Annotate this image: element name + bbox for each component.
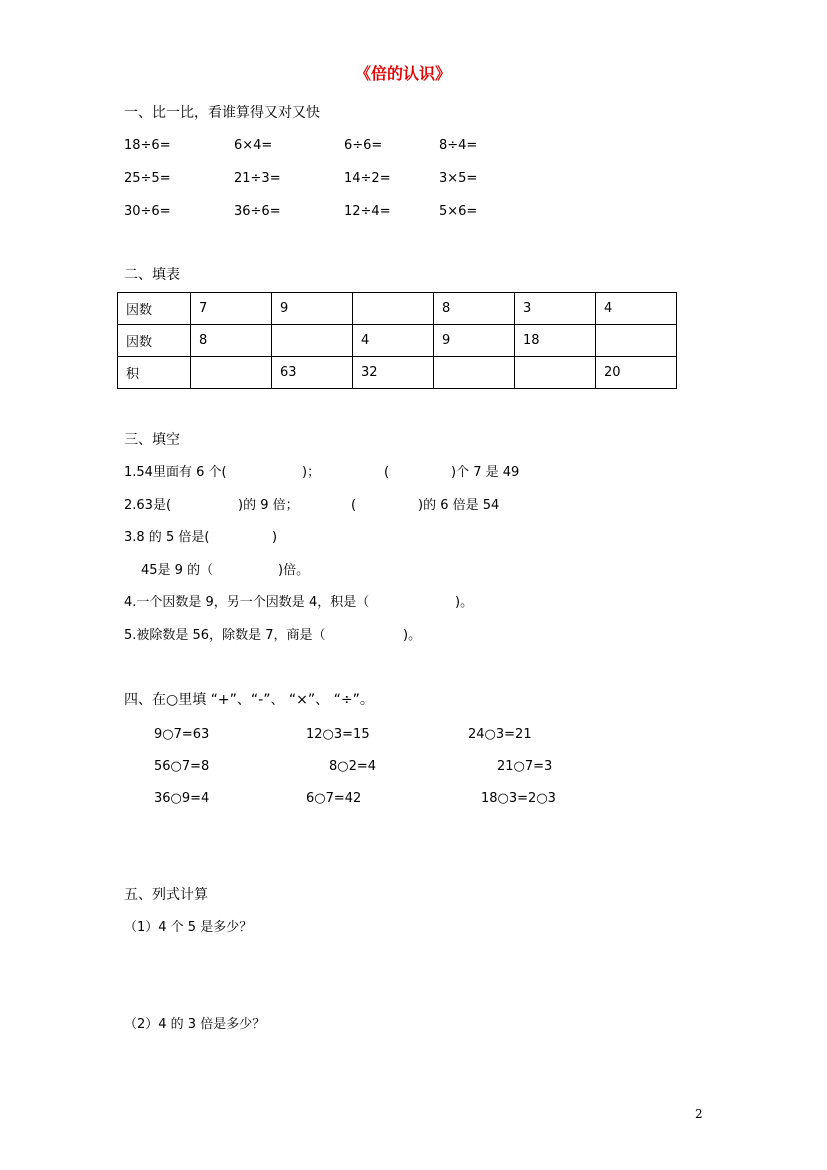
exercise-item: 30÷6= — [124, 204, 171, 219]
table-cell: 32 — [353, 357, 434, 389]
table-cell[interactable] — [515, 357, 596, 389]
q1-text-a: 1.54里面有 6 个( — [124, 465, 227, 480]
operator-item: 12○3=15 — [306, 727, 370, 742]
table-cell: 9 — [272, 293, 353, 325]
page-number: 2 — [695, 1107, 703, 1121]
operator-item: 36○9=4 — [154, 791, 210, 806]
table-cell: 20 — [596, 357, 677, 389]
q3-text-b: ) — [272, 530, 278, 545]
exercise-item: 8÷4= — [439, 138, 478, 153]
q1-text-b: )； — [302, 465, 321, 480]
operator-item: 21○7=3 — [497, 759, 553, 774]
q2-text-c: ( — [351, 498, 357, 513]
table-cell[interactable] — [596, 325, 677, 357]
table-cell: 3 — [515, 293, 596, 325]
table-cell[interactable] — [353, 293, 434, 325]
q3-text-c: 45是 9 的（ — [141, 563, 214, 578]
page-title: 《倍的认识》 — [355, 64, 452, 83]
operator-item: 8○2=4 — [329, 759, 377, 774]
q4-text-b: )。 — [455, 595, 474, 610]
table-cell: 因数 — [118, 293, 191, 325]
operator-item: 6○7=42 — [306, 791, 362, 806]
exercise-item: 14÷2= — [344, 171, 391, 186]
table-cell: 4 — [596, 293, 677, 325]
exercise-item: 21÷3= — [234, 171, 281, 186]
q1-text-d: )个 7 是 49 — [451, 465, 520, 480]
operator-item: 18○3=2○3 — [481, 791, 556, 806]
fill-table — [117, 292, 677, 389]
q5-text-a: 5.被除数是 56，除数是 7，商是（ — [124, 628, 326, 643]
exercise-item: 25÷5= — [124, 171, 171, 186]
section2-heading: 二、填表 — [124, 267, 180, 283]
exercise-item: 3×5= — [439, 171, 478, 186]
exercise-item: 18÷6= — [124, 138, 171, 153]
q2-text-b: )的 9 倍； — [238, 498, 299, 513]
table-cell: 18 — [515, 325, 596, 357]
exercise-item: 36÷6= — [234, 204, 281, 219]
q5-text-b: )。 — [403, 628, 422, 643]
table-cell: 8 — [191, 325, 272, 357]
table-cell: 积 — [118, 357, 191, 389]
table-row — [118, 325, 677, 357]
q2-text-a: 2.63是( — [124, 498, 172, 513]
section5-question-2: （2）4 的 3 倍是多少？ — [124, 1017, 266, 1032]
table-cell[interactable] — [434, 357, 515, 389]
table-cell[interactable] — [272, 325, 353, 357]
table-cell: 因数 — [118, 325, 191, 357]
table-row — [118, 357, 677, 389]
table-cell: 7 — [191, 293, 272, 325]
exercise-item: 5×6= — [439, 204, 478, 219]
section3-heading: 三、填空 — [124, 432, 180, 448]
section4-heading: 四、在○里填 “+”、“-”、 “×”、 “÷”。 — [124, 692, 374, 708]
table-cell[interactable] — [191, 357, 272, 389]
exercise-item: 6÷6= — [344, 138, 383, 153]
q3-text-d: )倍。 — [278, 563, 310, 578]
operator-item: 9○7=63 — [154, 727, 210, 742]
table-cell: 8 — [434, 293, 515, 325]
section1-heading: 一、比一比，看谁算得又对又快 — [124, 105, 320, 121]
table-cell: 9 — [434, 325, 515, 357]
table-cell: 63 — [272, 357, 353, 389]
q3-text-a: 3.8 的 5 倍是( — [124, 530, 210, 545]
q4-text-a: 4.一个因数是 9，另一个因数是 4，积是（ — [124, 595, 370, 610]
table-row — [118, 293, 677, 325]
section5-heading: 五、列式计算 — [124, 887, 208, 903]
exercise-item: 6×4= — [234, 138, 273, 153]
operator-item: 56○7=8 — [154, 759, 210, 774]
table-cell: 4 — [353, 325, 434, 357]
q1-text-c: ( — [384, 465, 390, 480]
exercise-item: 12÷4= — [344, 204, 391, 219]
operator-item: 24○3=21 — [468, 727, 532, 742]
q2-text-d: )的 6 倍是 54 — [418, 498, 500, 513]
section5-question-1: （1）4 个 5 是多少？ — [124, 920, 253, 935]
